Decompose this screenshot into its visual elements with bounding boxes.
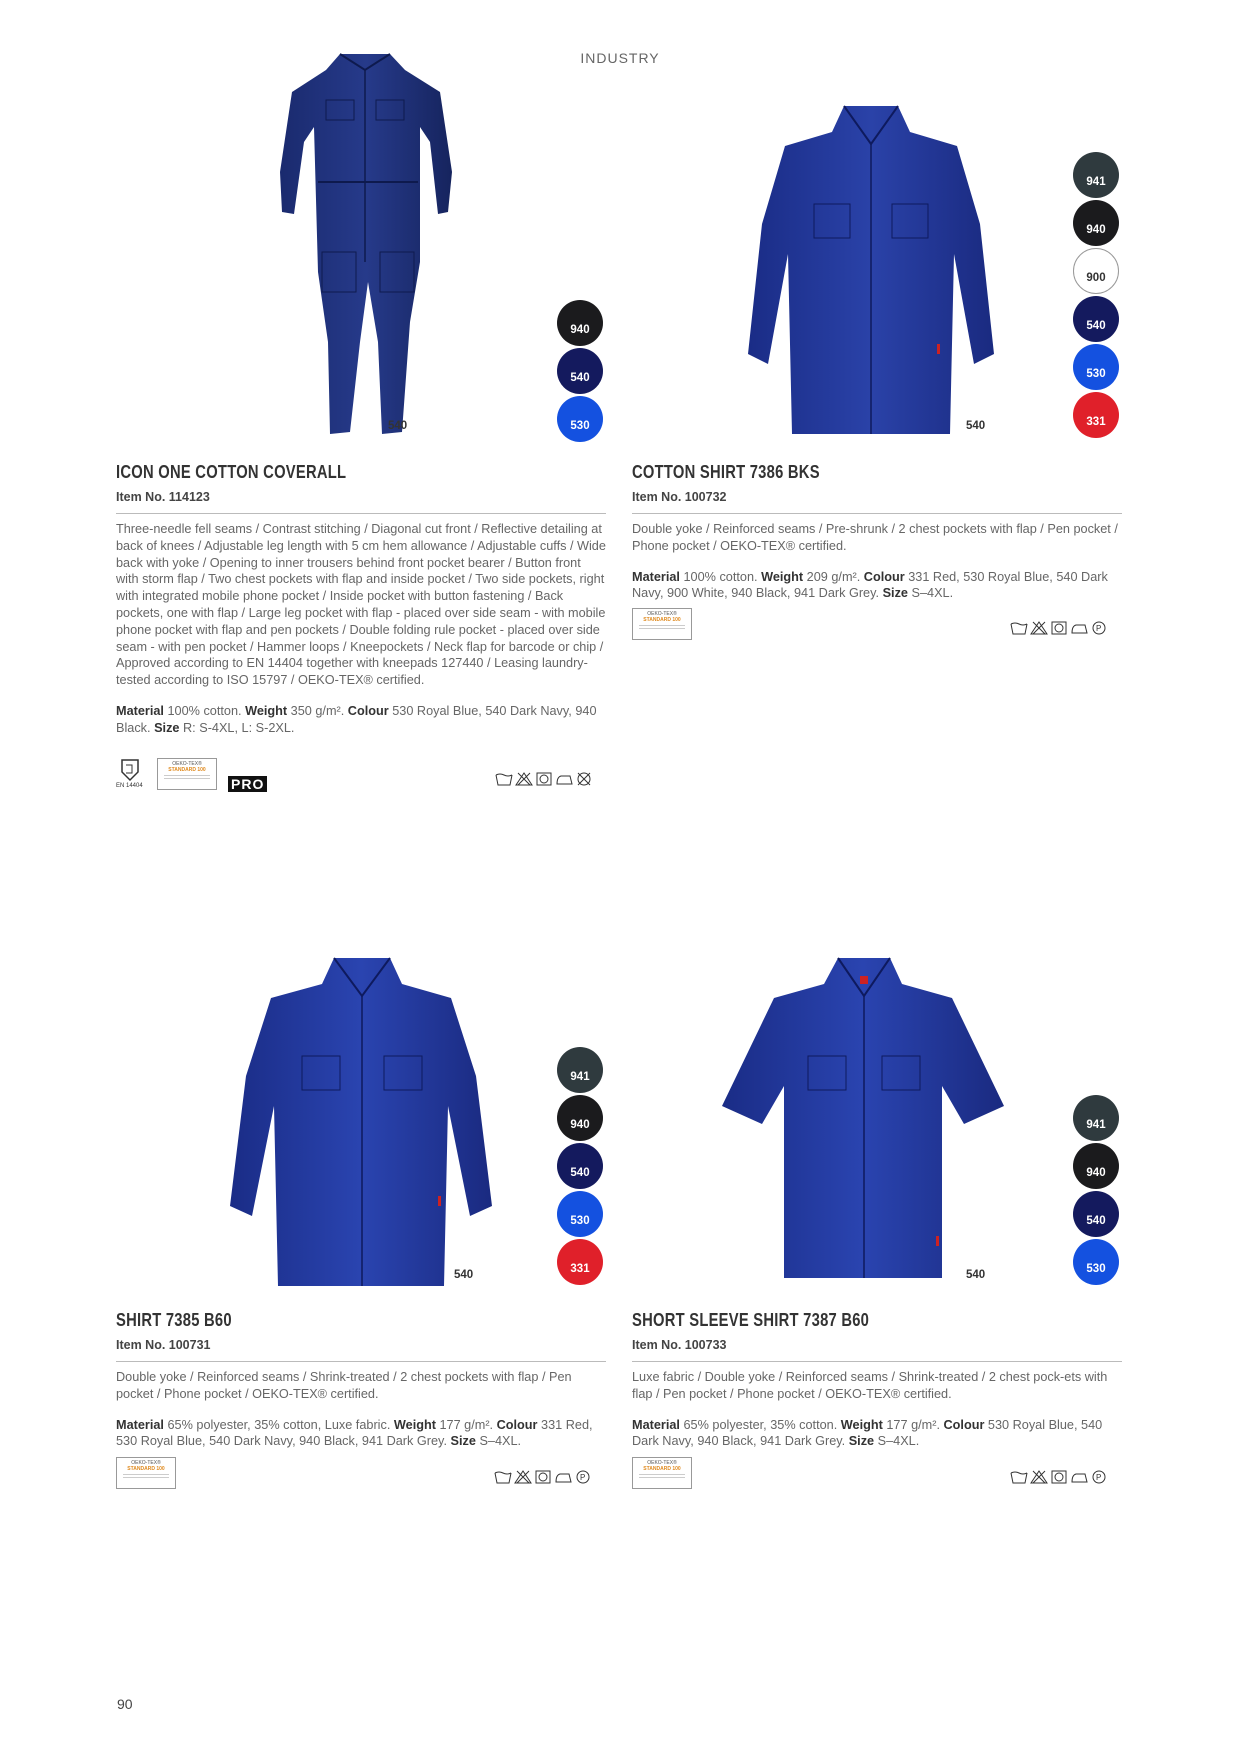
product-name: SHORT SLEEVE SHIRT 7387 B60 — [632, 1310, 870, 1330]
swatch-331: 331 — [1073, 392, 1119, 438]
dry-clean-p-icon — [1090, 1469, 1108, 1485]
oeko-tex-badge: OEKO-TEX® STANDARD 100 — [116, 1457, 176, 1489]
swatch-540: 540 — [1073, 296, 1119, 342]
tumble-dry-icon — [534, 1469, 552, 1485]
iron-icon — [554, 1469, 572, 1485]
swatch-940: 940 — [1073, 200, 1119, 246]
product-specs: Material 100% cotton. Weight 209 g/m². Colour 331 Red, 530 Royal Blue, 540 Dark Navy, 900 White, 940 Black, 941 Dark Grey. Size S–4XL. — [632, 569, 1108, 601]
tumble-dry-icon — [1050, 620, 1068, 636]
shirt-7385-image — [226, 956, 496, 1292]
shown-colour-label: 540 — [966, 1269, 986, 1281]
tumble-dry-icon — [1050, 1469, 1068, 1485]
no-bleach-icon — [1030, 1469, 1048, 1485]
iron-icon — [1070, 620, 1088, 636]
shown-colour-label: 540 — [454, 1269, 474, 1281]
item-number: Item No. 100731 — [116, 1338, 211, 1352]
swatch-941: 941 — [1073, 152, 1119, 198]
wash-icon — [494, 1469, 512, 1485]
no-bleach-icon — [1030, 620, 1048, 636]
swatch-900: 900 — [1073, 248, 1119, 294]
product-name: ICON ONE COTTON COVERALL — [116, 462, 347, 482]
shown-colour-label: 540 — [388, 420, 408, 432]
swatch-530: 530 — [557, 396, 603, 442]
pro-badge: PRO — [228, 776, 267, 792]
swatch-540: 540 — [557, 348, 603, 394]
divider — [116, 1361, 606, 1362]
divider — [632, 1361, 1122, 1362]
product-specs: Material 100% cotton. Weight 350 g/m². Colour 530 Royal Blue, 540 Dark Navy, 940 Black. Size R: S-4XL, L: S-2XL. — [116, 703, 597, 735]
wash-icon — [1010, 1469, 1028, 1485]
no-bleach-icon — [515, 771, 533, 787]
oeko-tex-badge: OEKO-TEX® STANDARD 100 — [157, 758, 217, 790]
no-dry-clean-icon — [575, 771, 593, 787]
tumble-dry-icon — [535, 771, 553, 787]
swatch-940: 940 — [1073, 1143, 1119, 1189]
wash-icon — [1010, 620, 1028, 636]
product-description: Double yoke / Reinforced seams / Shrink-treated / 2 chest pockets with flap / Pen pocket / Phone pocket / OEKO-TEX® certified. — [116, 1370, 572, 1401]
no-bleach-icon — [514, 1469, 532, 1485]
oeko-tex-badge: OEKO-TEX® STANDARD 100 — [632, 1457, 692, 1489]
cotton-shirt-image — [742, 104, 1000, 442]
product-description: Double yoke / Reinforced seams / Pre-shrunk / 2 chest pockets with flap / Pen pocket / Phone pocket / OEKO-TEX® certified. — [632, 522, 1118, 553]
coverall-image — [270, 52, 460, 440]
swatch-530: 530 — [1073, 1239, 1119, 1285]
swatch-540: 540 — [557, 1143, 603, 1189]
oeko-tex-badge: OEKO-TEX® STANDARD 100 — [632, 608, 692, 640]
product-name: SHIRT 7385 B60 — [116, 1310, 232, 1330]
item-number: Item No. 100733 — [632, 1338, 727, 1352]
product-specs: Material 65% polyester, 35% cotton, Luxe fabric. Weight 177 g/m². Colour 331 Red, 530 Royal Blue, 540 Dark Navy, 940 Black, 941 Dark Grey. Size S–4XL. — [116, 1417, 593, 1449]
product-description: Luxe fabric / Double yoke / Reinforced seams / Shrink-treated / 2 chest pock-ets with flap / Pen pocket / Phone pocket / OEKO-TEX® certified. — [632, 1370, 1108, 1401]
divider — [632, 513, 1122, 514]
section-title: INDUSTRY — [580, 50, 660, 66]
product-description: Three-needle fell seams / Contrast stitching / Diagonal cut front / Reflective detailing at back of knees / Adjustable leg length with 5 cm hem allowance / Adjustable cuffs / Wide back with yoke / Opening to inner trousers behind front pocket bearer / Button front with storm flap / Two chest pockets with flap and inside pocket / Two side pockets, right with integrated mobile phone pocket / Inside pocket with button fastening / Back pockets, one with flap / Large leg pocket with flap - placed over side seam - with mobile phone pocket with flap and pen pockets / Double folding rule pocket - placed over side seam - with pen pocket / Hammer loops / Kneepockets / Neck flap for barcode or chip / Approved according to EN 14404 together with kneepads 127440 / Leasing laundry-tested according to ISO 15797 / OEKO-TEX® certified. — [116, 522, 606, 688]
divider — [116, 513, 606, 514]
care-symbols — [1010, 620, 1108, 636]
care-symbols — [495, 771, 593, 787]
svg-text:P: P — [580, 1473, 586, 1482]
care-symbols — [1010, 1469, 1108, 1485]
page-number: 90 — [117, 1696, 133, 1712]
product-shirt-7385 — [116, 1310, 606, 1450]
product-specs: Material 65% polyester, 35% cotton. Weight 177 g/m². Colour 530 Royal Blue, 540 Dark Navy, 940 Black, 941 Dark Grey. Size S–4XL. — [632, 1417, 1103, 1449]
en14404-icon — [118, 758, 142, 782]
product-cotton-shirt-7386 — [632, 462, 1122, 602]
product-name: COTTON SHIRT 7386 BKS — [632, 462, 820, 482]
swatch-530: 530 — [1073, 344, 1119, 390]
iron-icon — [1070, 1469, 1088, 1485]
swatch-940: 940 — [557, 1095, 603, 1141]
swatch-941: 941 — [557, 1047, 603, 1093]
swatch-530: 530 — [557, 1191, 603, 1237]
item-number: Item No. 100732 — [632, 490, 727, 504]
dry-clean-p-icon — [574, 1469, 592, 1485]
svg-text:P: P — [1096, 624, 1102, 633]
en14404-label: EN 14404 — [116, 783, 143, 789]
swatch-941: 941 — [1073, 1095, 1119, 1141]
svg-text:P: P — [1096, 1473, 1102, 1482]
iron-icon — [555, 771, 573, 787]
short-sleeve-shirt-image — [720, 956, 1006, 1286]
item-number: Item No. 114123 — [116, 490, 210, 504]
wash-icon — [495, 771, 513, 787]
swatch-540: 540 — [1073, 1191, 1119, 1237]
product-coverall — [116, 462, 606, 737]
care-symbols — [494, 1469, 592, 1485]
swatch-331: 331 — [557, 1239, 603, 1285]
dry-clean-p-icon — [1090, 620, 1108, 636]
product-short-sleeve-shirt-7387 — [632, 1310, 1122, 1450]
shown-colour-label: 540 — [966, 420, 986, 432]
swatch-940: 940 — [557, 300, 603, 346]
